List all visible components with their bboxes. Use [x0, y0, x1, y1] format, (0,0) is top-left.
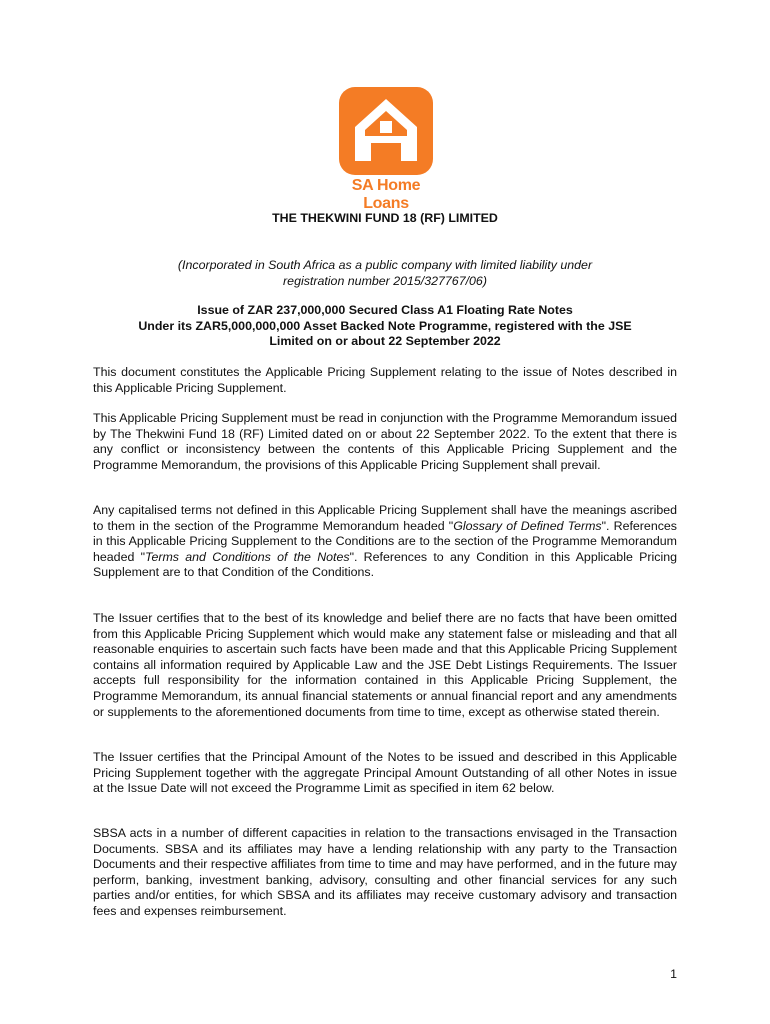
sa-home-loans-logo [327, 87, 445, 212]
incorporation-line-2: registration number 2015/327767/06) [283, 274, 487, 288]
paragraph-programme-memorandum: This Applicable Pricing Supplement must be read in conjunction with the Programme Memorandum issued by The Thekwini Fund 18 (RF) Limited dated on or about 22 September 2022. To the extent that there is any conflict or inconsistency between the contents of this Applicable Pricing Supplement and the Programme Memorandum, the provisions of this Applicable Pricing Supplement shall prevail. [93, 411, 677, 472]
page-number: 1 [670, 967, 677, 981]
logo-wordmark: SA Home Loans [351, 177, 421, 212]
issue-line-1: Issue of ZAR 237,000,000 Secured Class A1 Floating Rate Notes [197, 303, 573, 317]
issue-line-2: Under its ZAR5,000,000,000 Asset Backed Note Programme, registered with the JSE [138, 318, 632, 333]
issue-heading [80, 303, 690, 350]
paragraph-capitalised-terms [93, 503, 677, 581]
paragraph-issuer-certifies-principal: The Issuer certifies that the Principal Amount of the Notes to be issued and described in this Applicable Pricing Supplement together with the aggregate Principal Amount Outstanding of all other Notes in issue at the Issue Date will not exceed the Programme Limit as specified in item 62 below. [93, 750, 677, 796]
p3-italic-terms: Terms and Conditions of the Notes [145, 549, 350, 564]
document-title: THE THEKWINI FUND 18 (RF) LIMITED [272, 211, 498, 225]
paragraph-sbsa-capacities: SBSA acts in a number of different capacities in relation to the transactions envisaged in the Transaction Documents. SBSA and its affiliates may have a lending relationship with any party to the Transaction Documents and their respective affiliates from time to time and may have performed, and in the future may perform, banking, investment banking, advisory, consulting and other financial services for any such parties and/or entities, for which SBSA and its affiliates may receive customary advisory and transaction fees and expenses reimbursement. [93, 826, 677, 918]
p3-text-2: ". References in this Applicable Pricing Supplement to the Conditions are to the section of the Programme Memorandum headed " [93, 518, 678, 564]
house-logo-icon [339, 87, 433, 175]
paragraph-issuer-certifies-facts: The Issuer certifies that to the best of its knowledge and belief there are no facts that have been omitted from this Applicable Pricing Supplement which would make any statement false or misleading and that all reasonable enquiries to ascertain such facts have been made and that this Applicable Pricing Supplement contains all information required by Applicable Law and the JSE Debt Listings Requirements. The Issuer accepts full responsibility for the information contained in this Applicable Pricing Supplement, the Programme Memorandum, its annual financial statements or annual financial report and any amendments or supplements to the aforementioned documents from time to time, except as otherwise stated therein. [93, 611, 677, 719]
p3-italic-glossary: Glossary of Defined Terms [453, 518, 602, 533]
incorporation-statement [120, 257, 650, 289]
incorporation-line-1: (Incorporated in South Africa as a public company with limited liability under [177, 258, 593, 272]
issue-line-3: Limited on or about 22 September 2022 [269, 334, 501, 348]
p3-text-1: Any capitalised terms not defined in this Applicable Pricing Supplement shall have the meanings ascribed to them in the section of the Programme Memorandum headed " [93, 503, 677, 533]
paragraph-applicable-pricing: This document constitutes the Applicable Pricing Supplement relating to the issue of Notes described in this Applicable Pricing Supplement. [93, 365, 677, 395]
p3-text-3: ". References to any Condition in this Applicable Pricing Supplement are to that Condition of the Conditions. [93, 549, 677, 580]
